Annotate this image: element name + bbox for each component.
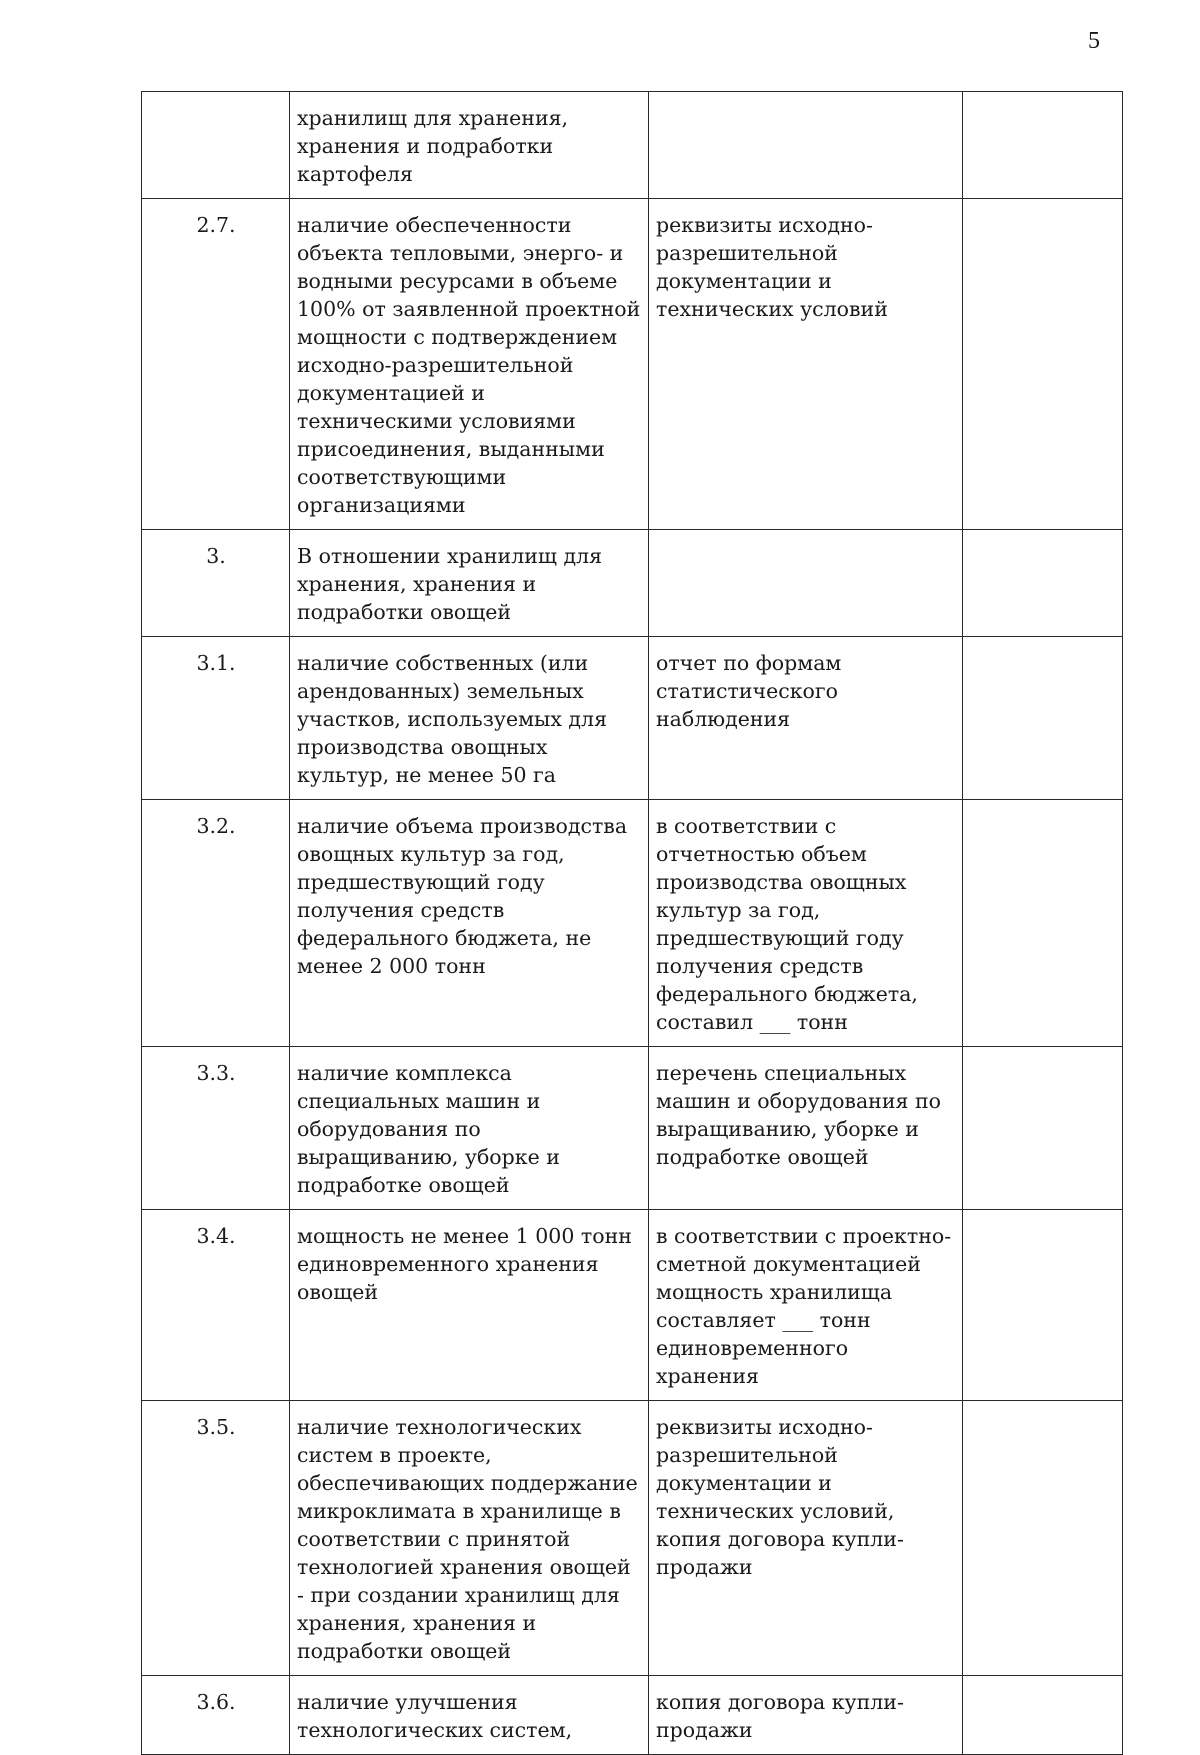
row-number-cell [142,92,290,199]
table-row [142,199,1123,530]
criterion-cell: хранилищ для хранения, хранения и подработки картофеля [290,92,649,199]
criterion-cell: наличие объема производства овощных культур за год, предшествующий году получения средств федерального бюджета, не менее 2 000 тонн [290,800,649,1047]
empty-cell [963,199,1123,530]
table-row [142,637,1123,800]
empty-cell [963,1401,1123,1676]
page-number: 5 [1088,28,1100,54]
document-cell: реквизиты исходно-разрешительной документации и технических условий [649,199,963,530]
document-cell: реквизиты исходно-разрешительной документации и технических условий, копия договора купли-продажи [649,1401,963,1676]
criterion-cell: В отношении хранилищ для хранения, хранения и подработки овощей [290,530,649,637]
row-number-cell: 3.1. [142,637,290,800]
criteria-table [141,91,1123,1755]
table-row [142,1676,1123,1755]
criterion-cell: наличие улучшения технологических систем, [290,1676,649,1755]
table-row [142,800,1123,1047]
row-number-cell: 3.4. [142,1210,290,1401]
row-number-cell: 3.5. [142,1401,290,1676]
empty-cell [963,800,1123,1047]
empty-cell [963,1047,1123,1210]
criteria-table-body [142,92,1123,1755]
criterion-cell: наличие технологических систем в проекте, обеспечивающих поддержание микроклимата в хранилище в соответствии с принятой технологией хранения овощей - при создании хранилищ для хранения, хранения и подработки овощей [290,1401,649,1676]
table-row [142,1210,1123,1401]
table-row [142,92,1123,199]
document-cell: в соответствии с отчетностью объем производства овощных культур за год, предшествующий году получения средств федерального бюджета, составил ___ тонн [649,800,963,1047]
criterion-cell: мощность не менее 1 000 тонн единовременного хранения овощей [290,1210,649,1401]
document-cell: в соответствии с проектно-сметной документацией мощность хранилища составляет ___ тонн единовременного хранения [649,1210,963,1401]
row-number-cell: 2.7. [142,199,290,530]
table-row [142,530,1123,637]
document-cell: перечень специальных машин и оборудования по выращиванию, уборке и подработке овощей [649,1047,963,1210]
document-cell [649,530,963,637]
criterion-cell: наличие собственных (или арендованных) земельных участков, используемых для производства овощных культур, не менее 50 га [290,637,649,800]
row-number-cell: 3.3. [142,1047,290,1210]
document-cell [649,92,963,199]
criterion-cell: наличие обеспеченности объекта тепловыми, энерго- и водными ресурсами в объеме 100% от заявленной проектной мощности с подтверждением исходно-разрешительной документацией и техническими условиями присоединения, выданными соответствующими организациями [290,199,649,530]
empty-cell [963,1676,1123,1755]
empty-cell [963,92,1123,199]
row-number-cell: 3.2. [142,800,290,1047]
row-number-cell: 3.6. [142,1676,290,1755]
table-row [142,1401,1123,1676]
table-row [142,1047,1123,1210]
document-cell: копия договора купли-продажи [649,1676,963,1755]
empty-cell [963,1210,1123,1401]
criterion-cell: наличие комплекса специальных машин и оборудования по выращиванию, уборке и подработке овощей [290,1047,649,1210]
empty-cell [963,637,1123,800]
row-number-cell: 3. [142,530,290,637]
document-cell: отчет по формам статистического наблюдения [649,637,963,800]
empty-cell [963,530,1123,637]
